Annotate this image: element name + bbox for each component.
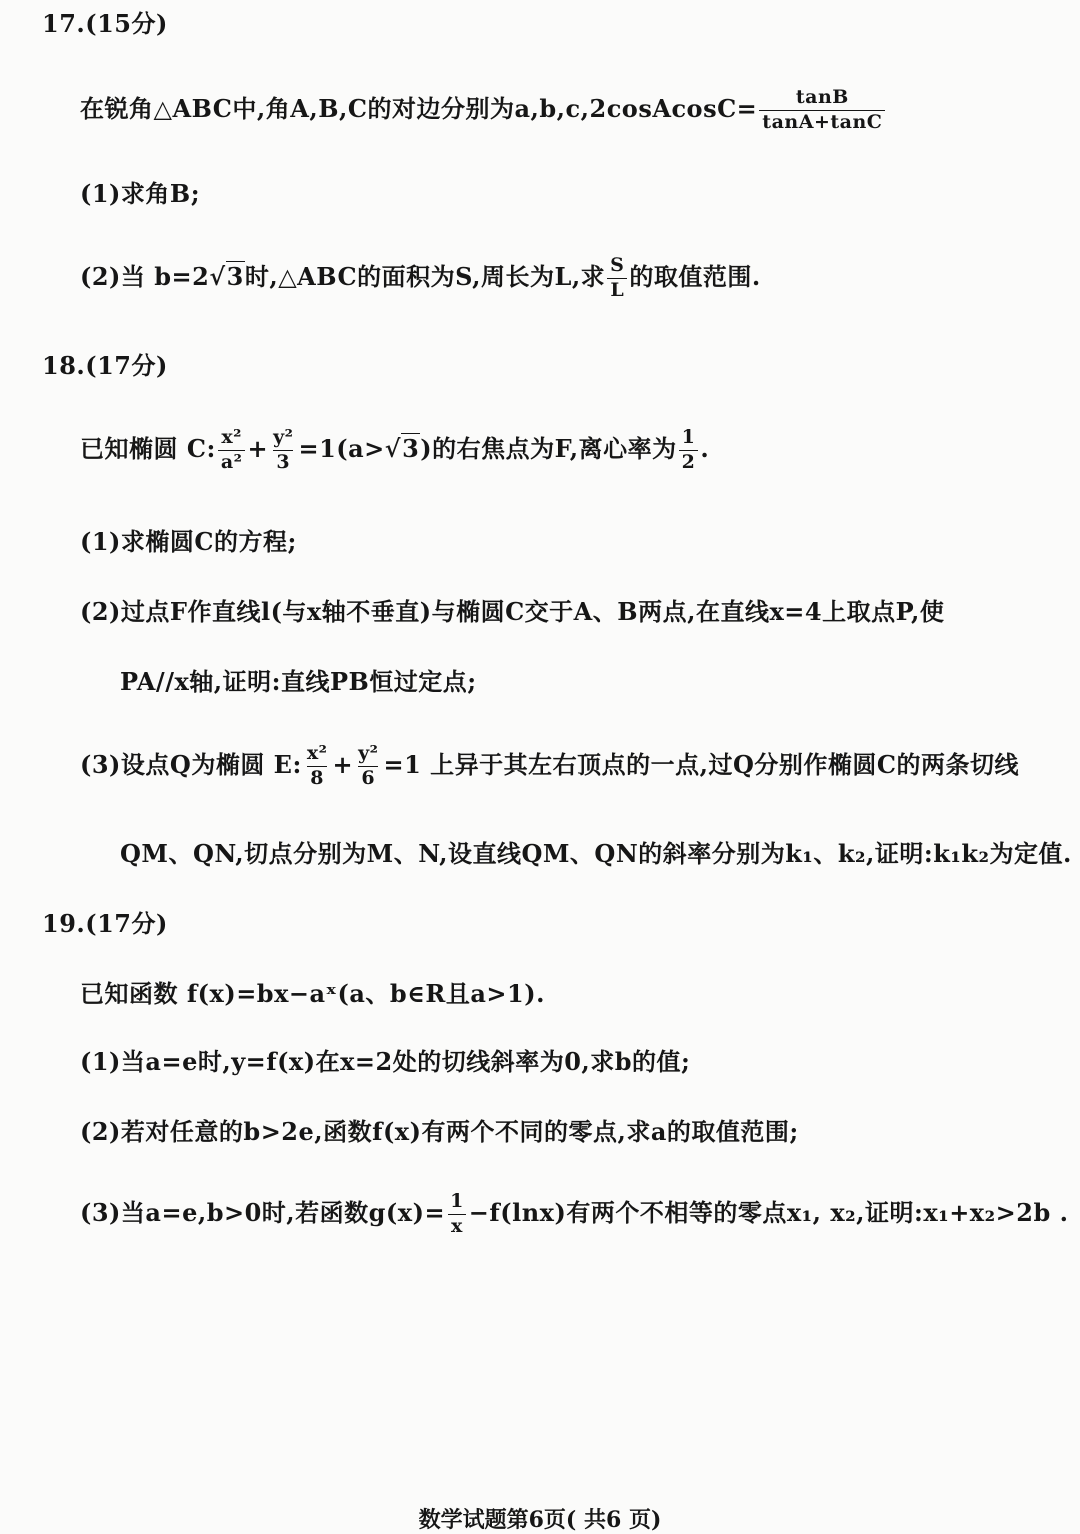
q18-f3-numerator: 1 <box>681 426 696 448</box>
q17-frac-denominator: tanA+tanC <box>759 110 885 133</box>
q18-f2-denominator: 3 <box>273 450 293 473</box>
q17-part2 <box>80 256 761 301</box>
q18-part3-plus: + <box>332 749 354 779</box>
q19-part3 <box>80 1192 1068 1237</box>
q17-heading: 17.(15分) <box>42 9 168 38</box>
q17-stem-fraction <box>759 88 885 133</box>
q18-stem-fraction-2 <box>270 428 296 473</box>
q18-p3f2-denominator: 6 <box>358 766 378 789</box>
q17-part2-radicand: 3 <box>226 261 244 291</box>
q19-stem: 已知函数 f(x)=bx−aˣ(a、b∈R且a>1). <box>80 979 545 1008</box>
q18-heading: 18.(17分) <box>42 351 168 380</box>
q17-part2-fraction <box>607 256 627 301</box>
q18-part2-line1: (2)过点F作直线l(与x轴不垂直)与椭圆C交于A、B两点,在直线x=4上取点P,使 <box>80 597 945 626</box>
q17-part2-text-a: (2)当 b=2 <box>80 261 210 291</box>
q17-part2-text-c: 的取值范围. <box>629 261 761 291</box>
q17-part2-numerator: S <box>610 254 625 276</box>
q18-f2-numerator: y² <box>273 426 294 448</box>
q18-part1: (1)求椭圆C的方程; <box>80 527 297 556</box>
q18-stem-text-a: 已知椭圆 C: <box>80 433 216 463</box>
q18-stem-fraction-1 <box>218 428 246 473</box>
q18-part3-text-b: =1 上异于其左右顶点的一点,过Q分别作椭圆C的两条切线 <box>383 749 1019 779</box>
q19-part3-text-a: (3)当a=e,b>0时,若函数g(x)= <box>80 1197 446 1227</box>
q18-p3f1-denominator: 8 <box>307 766 327 789</box>
q18-stem-text-b: =1(a> <box>298 433 385 463</box>
q18-part3-line2: QM、QN,切点分别为M、N,设直线QM、QN的斜率分别为k₁、k₂,证明:k₁k₂为定值. <box>120 839 1072 868</box>
q17-stem-text: 在锐角△ABC中,角A,B,C的对边分别为a,b,c,2cosAcosC= <box>80 93 758 123</box>
q18-part3-line1 <box>80 744 1019 789</box>
q19-part1: (1)当a=e时,y=f(x)在x=2处的切线斜率为0,求b的值; <box>80 1047 691 1076</box>
q18-part3-fraction-1 <box>304 744 331 789</box>
q18-f1-denominator: a² <box>218 450 246 473</box>
q19-part3-fraction <box>447 1192 467 1237</box>
page-footer: 数学试题第6页( 共6 页) <box>418 1507 662 1533</box>
q18-part3-text-a: (3)设点Q为椭圆 E: <box>80 749 302 779</box>
q18-stem-radicand: 3 <box>402 433 420 463</box>
q19-heading: 19.(17分) <box>42 909 168 938</box>
q18-stem <box>80 428 709 473</box>
q17-stem <box>80 88 887 133</box>
q18-f1-numerator: x² <box>221 426 242 448</box>
q18-stem-sqrt: √3 <box>384 433 420 463</box>
q17-part2-denominator: L <box>607 278 627 301</box>
q17-part2-text-b: 时,△ABC的面积为S,周长为L,求 <box>244 261 606 291</box>
q18-stem-fraction-3 <box>679 428 699 473</box>
q18-stem-end: . <box>700 433 710 463</box>
q18-stem-text-c: )的右焦点为F,离心率为 <box>420 433 677 463</box>
q19-p3-denominator: x <box>448 1214 466 1237</box>
q18-part3-fraction-2 <box>355 744 381 789</box>
q18-stem-plus: + <box>247 433 269 463</box>
q19-part2: (2)若对任意的b>2e,函数f(x)有两个不同的零点,求a的取值范围; <box>80 1117 799 1146</box>
q18-part2-line2: PA//x轴,证明:直线PB恒过定点; <box>120 667 477 696</box>
q18-p3f2-numerator: y² <box>358 742 379 764</box>
q18-f3-denominator: 2 <box>679 450 699 473</box>
q17-part1: (1)求角B; <box>80 179 201 208</box>
q17-part2-sqrt: √3 <box>209 261 244 291</box>
q19-part3-text-b: −f(lnx)有两个不相等的零点x₁, x₂,证明:x₁+x₂>2b . <box>468 1197 1069 1227</box>
q17-frac-numerator: tanB <box>795 86 849 108</box>
q18-p3f1-numerator: x² <box>306 742 328 764</box>
q19-p3-numerator: 1 <box>450 1190 464 1212</box>
